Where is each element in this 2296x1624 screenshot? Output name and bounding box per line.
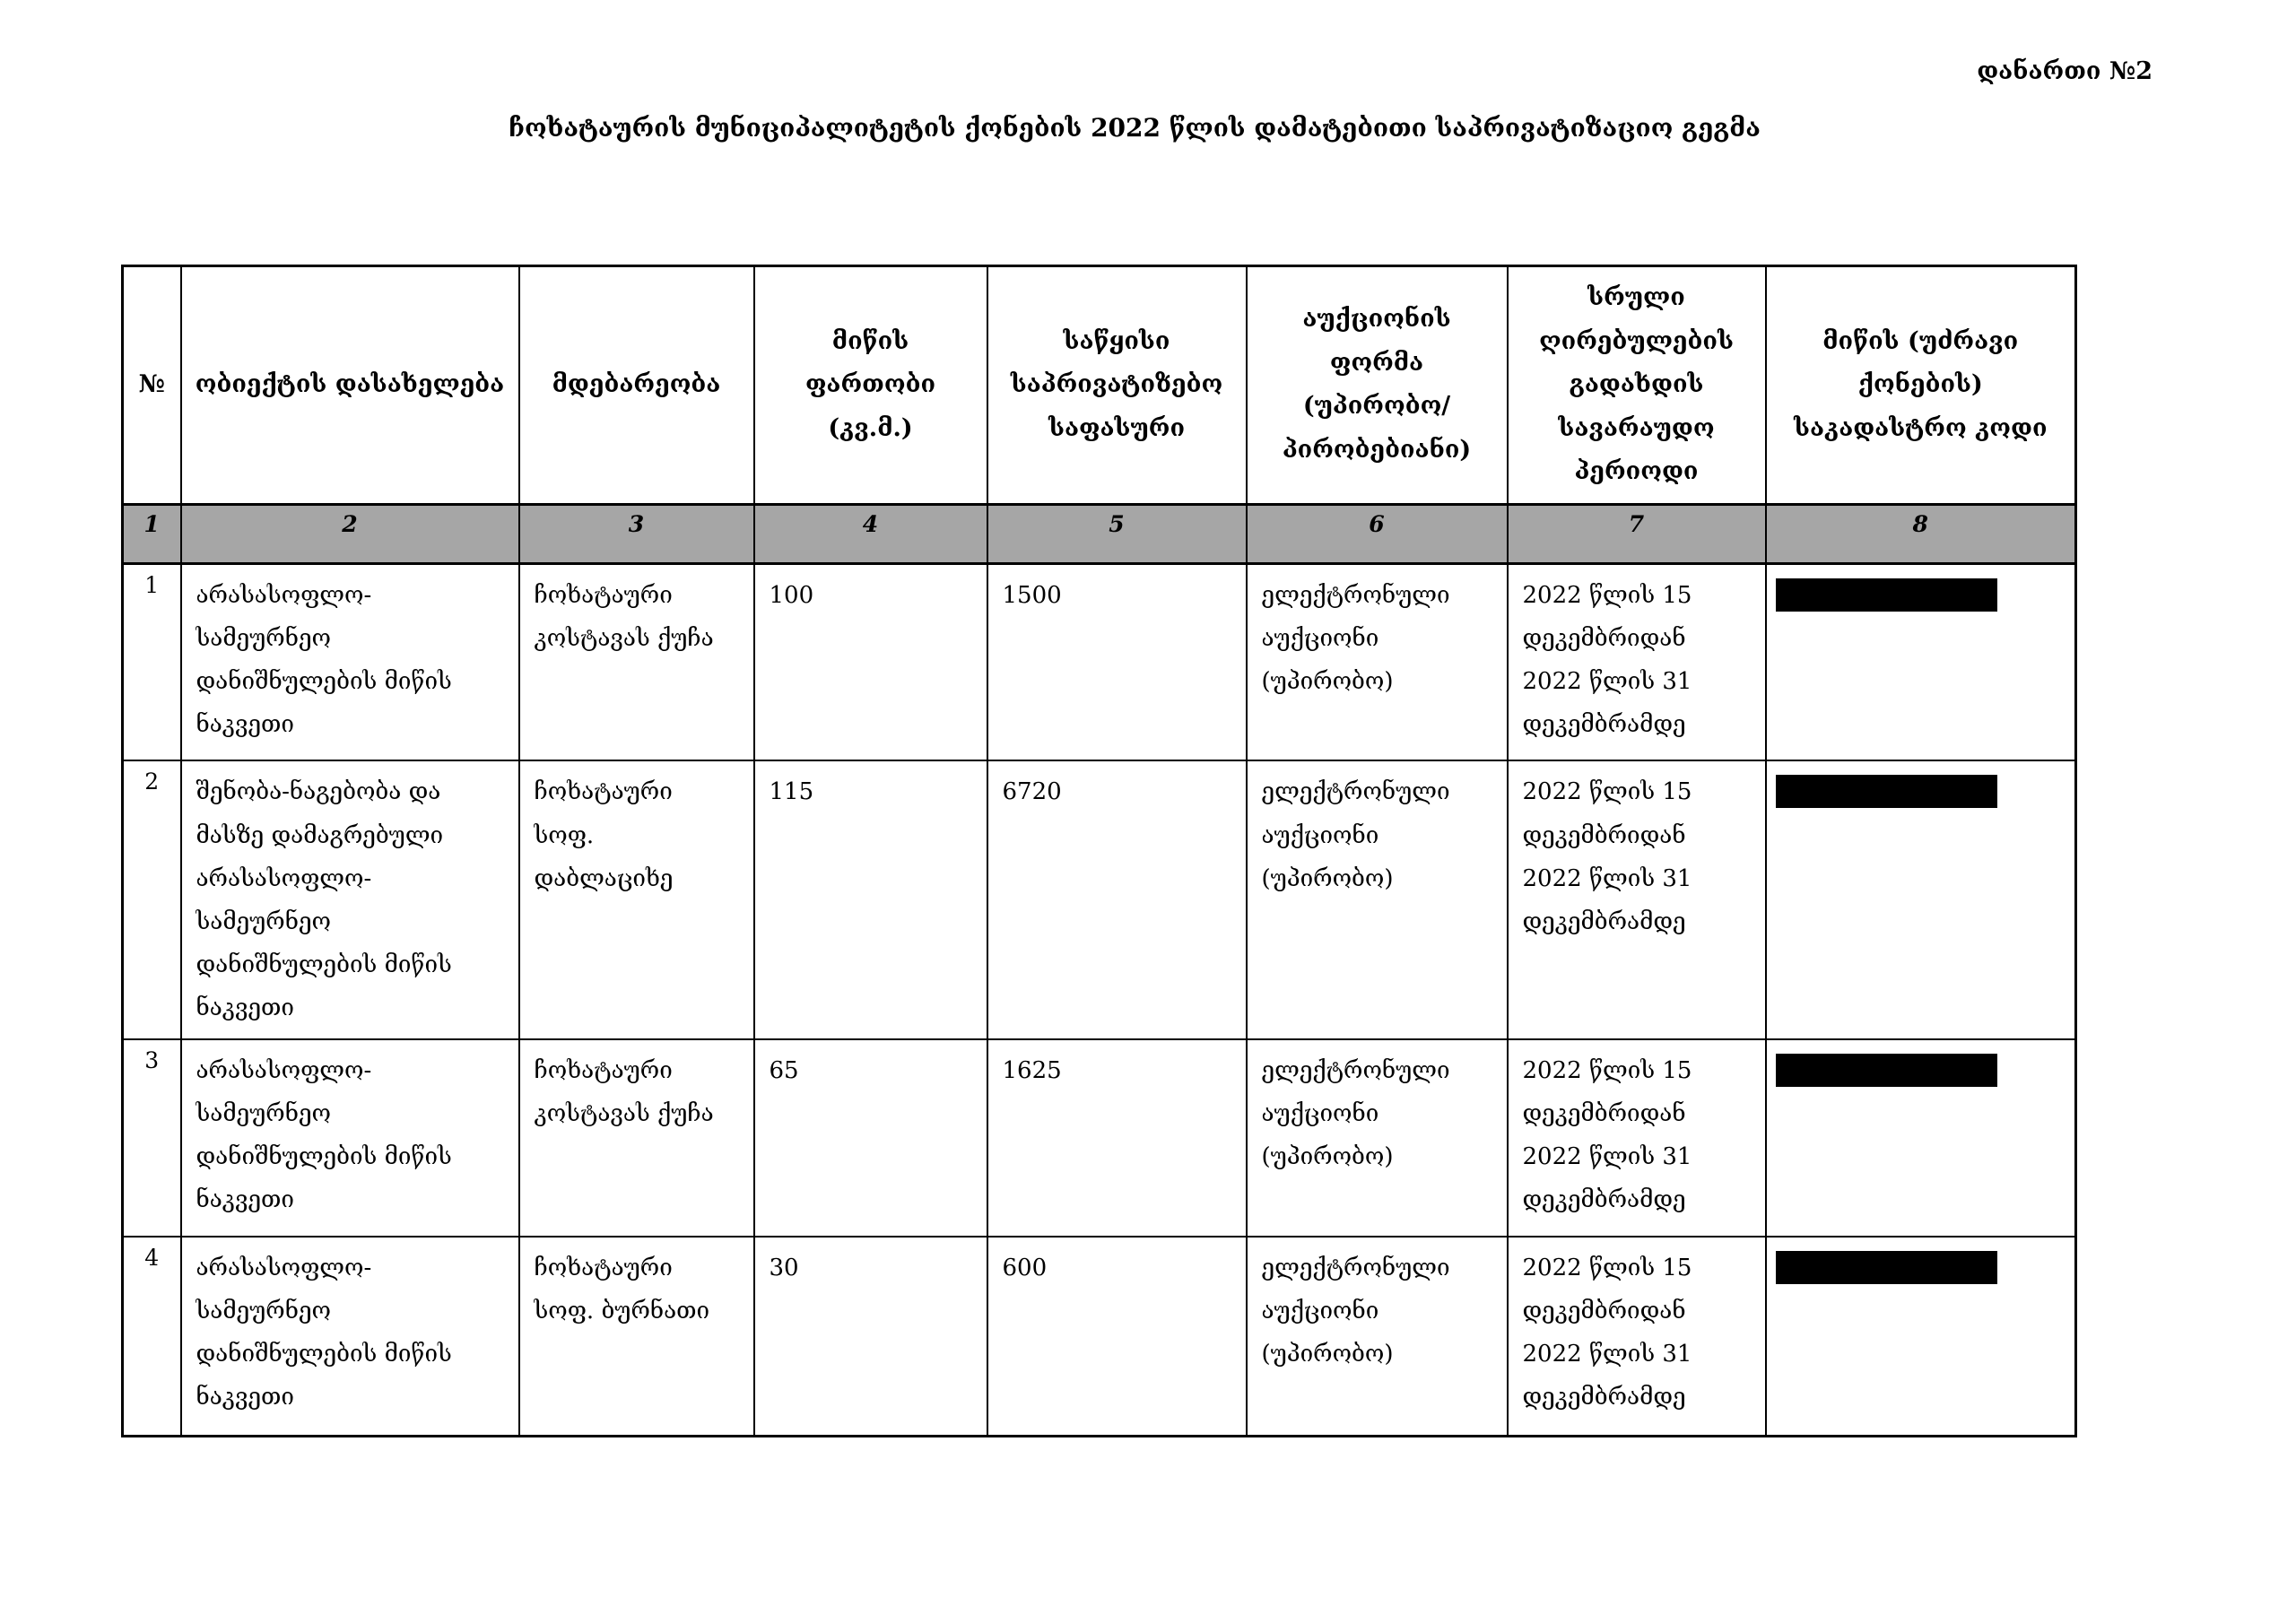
cell-payment-period: 2022 წლის 15 დეკემბრიდან 2022 წლის 31 დეკემბრამდე	[1508, 563, 1766, 760]
table-row	[123, 563, 2076, 760]
cell-starting-price: 600	[987, 1237, 1247, 1436]
cell-cadastral-code	[1766, 1237, 2076, 1436]
privatization-table	[121, 265, 2077, 1437]
cell-auction-form: ელექტრონული აუქციონი (უპირობო)	[1247, 1039, 1508, 1237]
column-number: 6	[1247, 504, 1508, 563]
cell-cadastral-code	[1766, 760, 2076, 1039]
col-header-cadastral: მიწის (უძრავი ქონების) საკადასტრო კოდი	[1766, 266, 2076, 505]
cell-starting-price: 6720	[987, 760, 1247, 1039]
col-header-object: ობიექტის დასახელება	[181, 266, 519, 505]
cell-starting-price: 1625	[987, 1039, 1247, 1237]
column-number-row	[123, 504, 2076, 563]
cell-row-number: 4	[123, 1237, 181, 1436]
cell-payment-period: 2022 წლის 15 დეკემბრიდან 2022 წლის 31 დეკემბრამდე	[1508, 1237, 1766, 1436]
table-row	[123, 1237, 2076, 1436]
cell-location: ჩოხატაური კოსტავას ქუჩა	[519, 1039, 754, 1237]
cell-land-area: 115	[754, 760, 987, 1039]
cell-location: ჩოხატაური სოფ. ბურნათი	[519, 1237, 754, 1436]
cell-row-number: 1	[123, 563, 181, 760]
cell-location: ჩოხატაური კოსტავას ქუჩა	[519, 563, 754, 760]
cell-location: ჩოხატაური სოფ. დაბლაციხე	[519, 760, 754, 1039]
cell-land-area: 30	[754, 1237, 987, 1436]
cell-object-name: არასასოფლო-სამეურნეო დანიშნულების მიწის ნაკვეთი	[181, 563, 519, 760]
cell-payment-period: 2022 წლის 15 დეკემბრიდან 2022 წლის 31 დეკემბრამდე	[1508, 1039, 1766, 1237]
col-header-location: მდებარეობა	[519, 266, 754, 505]
cell-cadastral-code	[1766, 563, 2076, 760]
cell-auction-form: ელექტრონული აუქციონი (უპირობო)	[1247, 760, 1508, 1039]
cell-auction-form: ელექტრონული აუქციონი (უპირობო)	[1247, 1237, 1508, 1436]
column-number: 8	[1766, 504, 2076, 563]
cell-cadastral-code	[1766, 1039, 2076, 1237]
table-header-row	[123, 266, 2076, 505]
cell-object-name: არასასოფლო-სამეურნეო დანიშნულების მიწის ნაკვეთი	[181, 1039, 519, 1237]
column-number: 4	[754, 504, 987, 563]
cell-payment-period: 2022 წლის 15 დეკემბრიდან 2022 წლის 31 დეკემბრამდე	[1508, 760, 1766, 1039]
column-number: 5	[987, 504, 1247, 563]
col-header-period: სრული ღირებულების გადახდის სავარაუდო პერიოდი	[1508, 266, 1766, 505]
cell-land-area: 65	[754, 1039, 987, 1237]
column-number: 1	[123, 504, 181, 563]
table-row	[123, 760, 2076, 1039]
cell-object-name: შენობა-ნაგებობა და მასზე დამაგრებული არასასოფლო-სამეურნეო დანიშნულების მიწის ნაკვეთი	[181, 760, 519, 1039]
column-number: 2	[181, 504, 519, 563]
cell-starting-price: 1500	[987, 563, 1247, 760]
redacted-cadastral-code	[1776, 578, 1997, 612]
cell-auction-form: ელექტრონული აუქციონი (უპირობო)	[1247, 563, 1508, 760]
column-number: 3	[519, 504, 754, 563]
page-title: ჩოხატაურის მუნიციპალიტეტის ქონების 2022 წლის დამატებითი საპრივატიზაციო გეგმა	[509, 113, 1761, 143]
cell-row-number: 3	[123, 1039, 181, 1237]
column-number: 7	[1508, 504, 1766, 563]
cell-row-number: 2	[123, 760, 181, 1039]
redacted-cadastral-code	[1776, 1054, 1997, 1087]
col-header-price: საწყისი საპრივატიზებო საფასური	[987, 266, 1247, 505]
cell-object-name: არასასოფლო-სამეურნეო დანიშნულების მიწის ნაკვეთი	[181, 1237, 519, 1436]
col-header-auction: აუქციონის ფორმა (უპირობო/ პირობებიანი)	[1247, 266, 1508, 505]
annex-label: დანართი №2	[1977, 57, 2152, 85]
redacted-cadastral-code	[1776, 1251, 1997, 1284]
col-header-no: №	[123, 266, 181, 505]
redacted-cadastral-code	[1776, 775, 1997, 808]
cell-land-area: 100	[754, 563, 987, 760]
col-header-area: მიწის ფართობი (კვ.მ.)	[754, 266, 987, 505]
table-row	[123, 1039, 2076, 1237]
